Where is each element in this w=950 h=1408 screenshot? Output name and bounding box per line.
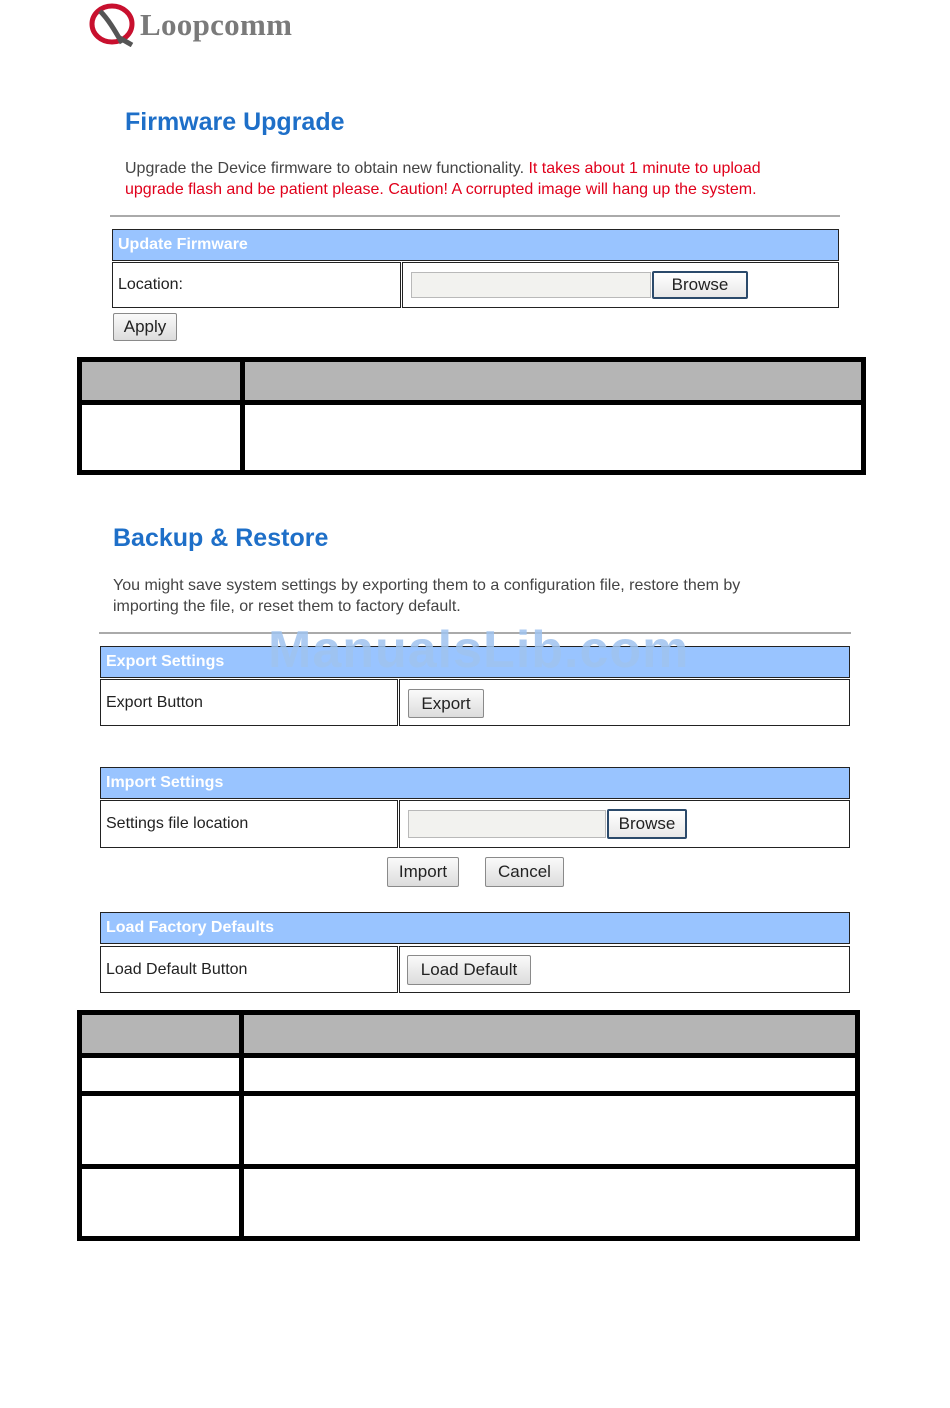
backup-title: Backup & Restore bbox=[113, 524, 329, 552]
table-row-divider bbox=[82, 400, 861, 405]
settings-file-input[interactable] bbox=[408, 810, 606, 838]
export-label-text: Export Button bbox=[106, 693, 203, 711]
export-settings-header: Export Settings bbox=[100, 646, 850, 678]
divider bbox=[110, 215, 840, 217]
table-header-row bbox=[82, 362, 861, 402]
table-row-divider bbox=[82, 1053, 855, 1058]
import-button[interactable]: Import bbox=[387, 857, 459, 887]
firmware-browse-button[interactable]: Browse bbox=[652, 271, 748, 299]
logo-text: Loopcomm bbox=[140, 7, 293, 42]
table-row-divider bbox=[82, 1164, 855, 1169]
export-button[interactable]: Export bbox=[408, 689, 484, 718]
location-label bbox=[112, 262, 401, 308]
table-header-row bbox=[82, 1015, 855, 1055]
logo bbox=[88, 2, 292, 48]
backup-info-table bbox=[77, 1010, 860, 1241]
location-field-cell bbox=[402, 262, 839, 308]
load-default-button[interactable]: Load Default bbox=[407, 955, 531, 985]
update-firmware-header: Update Firmware bbox=[112, 229, 839, 261]
cancel-button[interactable]: Cancel bbox=[485, 857, 564, 887]
backup-description bbox=[113, 575, 833, 617]
loopcomm-logo-icon bbox=[88, 3, 138, 47]
factory-button-cell bbox=[399, 946, 850, 993]
import-label-text: Settings file location bbox=[106, 815, 249, 832]
backup-desc-line-1: You might save system settings by exporting them to a configuration file, restore them by bbox=[113, 577, 741, 594]
import-settings-header: Import Settings bbox=[100, 767, 850, 799]
factory-defaults-header: Load Factory Defaults bbox=[100, 912, 850, 944]
firmware-file-input[interactable] bbox=[411, 272, 651, 298]
firmware-warning-text-2: upgrade flash and be patient please. Caution! A corrupted image will hang up the system. bbox=[125, 181, 757, 198]
table-row-divider bbox=[82, 1091, 855, 1096]
import-field-cell bbox=[399, 800, 850, 848]
export-button-cell bbox=[399, 679, 850, 726]
location-label-text: Location: bbox=[118, 276, 183, 293]
apply-button[interactable]: Apply bbox=[113, 313, 177, 341]
settings-browse-button[interactable]: Browse bbox=[607, 809, 687, 839]
firmware-description bbox=[125, 158, 845, 200]
table-column-divider bbox=[239, 1015, 244, 1236]
firmware-desc-text: Upgrade the Device firmware to obtain new functionality. bbox=[125, 160, 525, 177]
table-column-divider bbox=[240, 362, 245, 470]
firmware-info-table bbox=[77, 357, 866, 475]
factory-label-text: Load Default Button bbox=[106, 960, 248, 978]
export-label bbox=[100, 679, 398, 726]
factory-label bbox=[100, 946, 398, 993]
watermark: ManualsLib.com bbox=[268, 621, 690, 679]
firmware-title: Firmware Upgrade bbox=[125, 108, 345, 136]
firmware-warning-text-1: It takes about 1 minute to upload bbox=[524, 160, 761, 177]
import-label bbox=[100, 800, 398, 848]
backup-desc-line-2: importing the file, or reset them to factory default. bbox=[113, 598, 461, 615]
